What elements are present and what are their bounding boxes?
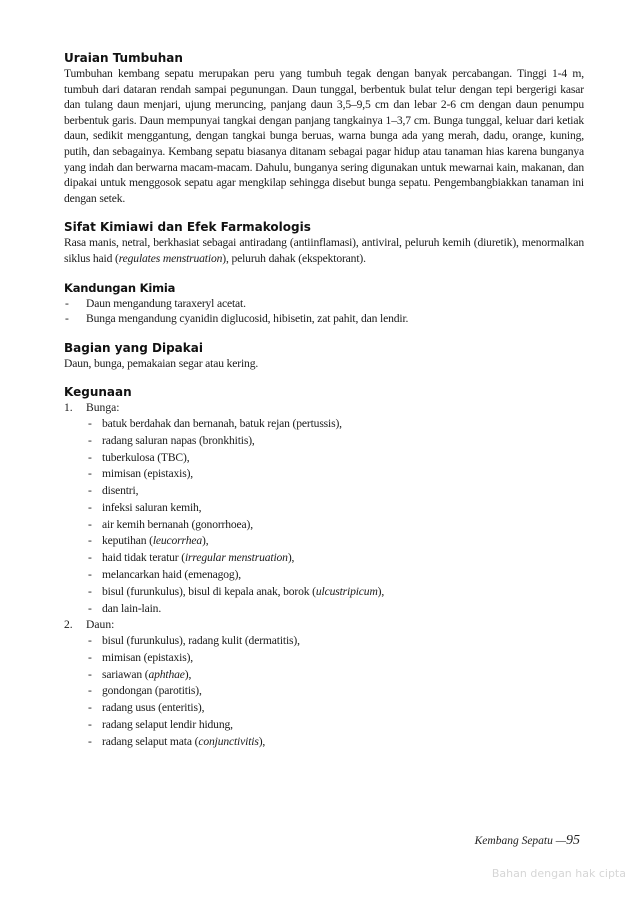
list-item: - radang usus (enteritis), bbox=[86, 700, 584, 717]
kegunaan-sublist bbox=[86, 416, 584, 618]
paragraph-bagian: Daun, bunga, pemakaian segar atau kering. bbox=[64, 356, 259, 370]
section-uraian bbox=[64, 50, 584, 206]
list-item bbox=[86, 550, 584, 567]
section-kandungan bbox=[64, 280, 584, 327]
list-item: - disentri, bbox=[86, 483, 584, 500]
group-label: Bunga: bbox=[86, 401, 120, 415]
list-item: - bisul (furunkulus), radang kulit (dermatitis), bbox=[86, 633, 584, 650]
item-text: bisul (furunkulus), bisul di kepala anak, borok ( bbox=[102, 584, 316, 598]
item-text: keputihan ( bbox=[102, 534, 153, 548]
list-item: - radang saluran napas (bronkhitis), bbox=[86, 433, 584, 450]
heading-kegunaan: Kegunaan bbox=[64, 385, 132, 400]
item-text: ), bbox=[184, 667, 192, 681]
list-item: - melancarkan haid (emenagog), bbox=[86, 567, 584, 584]
item-text: ), bbox=[258, 734, 266, 748]
kegunaan-sublist bbox=[86, 633, 584, 751]
heading-bagian-dipakai: Bagian yang Dipakai bbox=[64, 340, 203, 355]
list-item: - air kemih bernanah (gonorrhoea), bbox=[86, 517, 584, 534]
paragraph-uraian: Tumbuhan kembang sepatu merupakan peru yang tumbuh tegak dengan banyak percabangan. Tinggi 1-4 m, tumbuh dari dataran rendah sampai pegunungan. Daun tunggal, berbentuk bulat telur dengan tepi bergerigi kasar dan tulang daun menjari, ujung meruncing, panjang daun 3,5–9,5 cm dan lebar 2-6 cm dengan daun penumpu berbentuk garis. Daun mempunyai tangkai dengan panjang tangkainya 1–3,7 cm. Bunga tunggal, keluar dari ketiak daun, sedikit menggantung, dengan tangkai bunga beruas, warna bunga ada yang merah, dadu, orange, kuning, putih, dan sebagainya. Kembang sepatu biasanya ditanam sebagai pagar hidup atau tanaman hias karena bunganya yang indah dan berwarna macam-macam. Dahulu, bunganya sering digunakan untuk mewarnai kain, makanan, dan dipakai untuk menggosok sepatu agar mengkilap sehingga disebut bunga sepatu. Pengembangbiakkan tanaman ini dengan setek. bbox=[64, 67, 584, 205]
list-item bbox=[86, 667, 584, 684]
list-item: - mimisan (epistaxis), bbox=[86, 650, 584, 667]
group-number: 1. bbox=[64, 401, 73, 415]
item-text: radang selaput mata ( bbox=[102, 734, 199, 748]
list-item: - dan lain-lain. bbox=[86, 601, 584, 618]
item-text: haid tidak teratur ( bbox=[102, 551, 185, 565]
item-text: ), bbox=[202, 534, 209, 548]
heading-kandungan-kimia: Kandungan Kimia bbox=[64, 280, 176, 295]
item-term-italic: aphthae bbox=[148, 667, 185, 681]
kegunaan-list bbox=[64, 400, 584, 750]
list-item: - Bunga mengandung cyanidin diglucosid, hibisetin, zat pahit, dan lendir. bbox=[64, 311, 584, 327]
item-term-italic: ulcustripicum bbox=[315, 584, 378, 598]
list-item bbox=[86, 584, 584, 601]
running-title: Kembang Sepatu bbox=[474, 835, 553, 847]
item-term-italic: conjunctivitis bbox=[198, 734, 259, 748]
list-item: - Daun mengandung taraxeryl acetat. bbox=[64, 296, 584, 312]
item-text: ), bbox=[377, 584, 385, 598]
kandungan-list bbox=[64, 296, 584, 327]
list-item: - infeksi saluran kemih, bbox=[86, 500, 584, 517]
copyright-watermark: Bahan dengan hak cipta bbox=[491, 867, 626, 880]
page-footer bbox=[475, 833, 580, 849]
section-sifat bbox=[64, 219, 584, 266]
group-label: Daun: bbox=[86, 618, 115, 632]
list-item: - gondongan (parotitis), bbox=[86, 683, 584, 700]
section-bagian bbox=[64, 340, 584, 372]
paragraph-sifat bbox=[64, 235, 584, 266]
sifat-text-b: ), peluruh dahak (ekspektorant). bbox=[222, 251, 366, 265]
page-number: 95 bbox=[566, 833, 580, 848]
list-item: - tuberkulosa (TBC), bbox=[86, 450, 584, 467]
list-item bbox=[86, 533, 584, 550]
item-term-italic: leucorrhea bbox=[152, 534, 202, 548]
kegunaan-group bbox=[64, 400, 584, 617]
heading-sifat-kimiawi: Sifat Kimiawi dan Efek Farmakologis bbox=[64, 220, 311, 235]
item-text: ), bbox=[287, 551, 295, 565]
footer-separator: — bbox=[555, 835, 566, 847]
item-term-italic: irregular menstruation bbox=[184, 551, 288, 565]
page-content bbox=[64, 50, 584, 751]
list-item: - radang selaput lendir hidung, bbox=[86, 717, 584, 734]
list-item bbox=[86, 734, 584, 751]
sifat-text-italic: regulates menstruation bbox=[118, 251, 223, 265]
section-kegunaan bbox=[64, 384, 584, 750]
item-text: sariawan ( bbox=[102, 667, 149, 681]
group-number: 2. bbox=[64, 618, 73, 632]
sifat-text-a: Rasa manis, netral, berkhasiat sebagai antiradang (antiinflamasi), antiviral, peluruh kemih (diuretik), menormalkan siklus haid ( bbox=[64, 236, 584, 265]
heading-uraian-tumbuhan: Uraian Tumbuhan bbox=[64, 51, 183, 65]
list-item: - batuk berdahak dan bernanah, batuk rejan (pertussis), bbox=[86, 416, 584, 433]
kegunaan-group bbox=[64, 617, 584, 750]
list-item: - mimisan (epistaxis), bbox=[86, 466, 584, 483]
